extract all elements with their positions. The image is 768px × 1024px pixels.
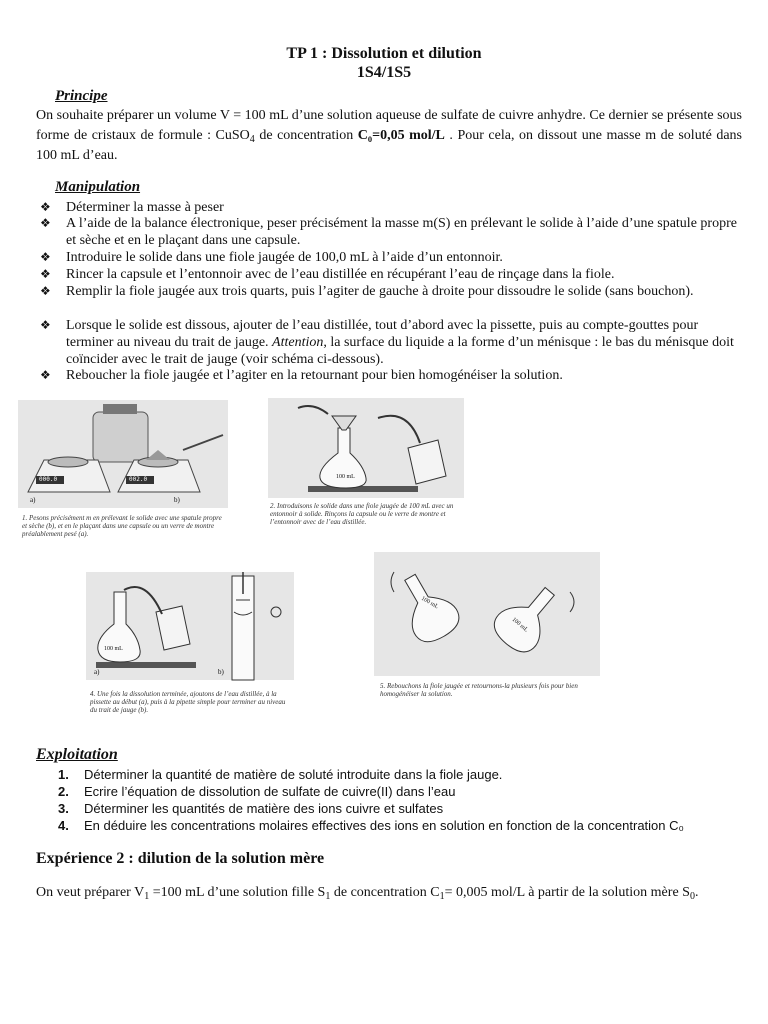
bullet-icon: ❖ [40, 368, 51, 382]
document-title: TP 1 : Dissolution et dilution [286, 45, 482, 62]
figure-filling [86, 572, 294, 724]
figure-caption: 5. Rebouchons la fiole jaugée et retournons-la plusieurs fois pour bien homogénéiser la solution. [380, 682, 578, 698]
exp2-text: . [694, 885, 699, 900]
manipulation-item-text: Déterminer la masse à peser [66, 200, 224, 215]
document-subtitle-classes: 1S4/1S5 [356, 64, 412, 81]
balance-a-display: 000.0 [39, 476, 58, 483]
exp2-text: On veut préparer V [36, 885, 145, 900]
manipulation-item [40, 249, 740, 266]
manipulation-item-text: Rincer la capsule et l’entonnoir avec de l’eau distillée en récupérant l’eau de rinçage dans la fiole. [66, 267, 615, 282]
bullet-icon: ❖ [40, 216, 51, 230]
principe-text-a: On souhaite préparer un volume V = 100 mL d’une solution aqueuse de sulfate de cuivre anhydre. Ce dernier se présente sous forme de cristaux de formule : CuSO [36, 108, 742, 143]
exploitation-item [58, 766, 748, 784]
section-heading-manipulation: Manipulation [55, 179, 141, 195]
figure-caption: 4. Une fois la dissolution terminée, ajoutons de l’eau distillée, à la pissette au début (a), puis à la pipette simple pour terminer au niveau du trait de jauge (b). [90, 690, 286, 714]
section-heading-experience-2: Expérience 2 : dilution de la solution mère [36, 850, 325, 867]
exp2-subscript: 1 [144, 891, 150, 902]
principe-concentration: C₀=0,05 mol/L [357, 128, 445, 143]
manipulation-item-text: A l’aide de la balance électronique, peser précisément la masse m(S) en prélevant le solide à l’aide d’une spatule propre et sèche et en le plaçant dans une capsule. [66, 216, 737, 248]
manipulation-item-text: Remplir la fiole jaugée aux trois quarts, puis l’agiter de gauche à droite pour dissoudre le solide (sans bouchon). [66, 284, 694, 299]
figure-weighing [18, 400, 228, 546]
experience2-paragraph [36, 884, 742, 902]
figure-label-a: a) [94, 668, 100, 676]
manipulation-item [40, 199, 740, 216]
flask-volume-label: 100 mL [336, 474, 355, 480]
figure-funnel [268, 398, 464, 538]
item-number: 2. [58, 784, 69, 799]
manipulation-item-text: Introduire le solide dans une fiole jaugée de 100,0 mL à l’aide d’un entonnoir. [66, 250, 503, 265]
principe-subscript: 4 [249, 134, 255, 145]
item-number: 3. [58, 801, 69, 816]
bullet-icon: ❖ [40, 250, 51, 264]
item-number: 1. [58, 767, 69, 782]
exp2-text: = 0,005 mol/L à partir de la solution mère S [444, 885, 690, 900]
exp2-text: =100 mL d’une solution fille S [149, 885, 326, 900]
manipulation-item [40, 283, 740, 300]
item-text: Ecrire l’équation de dissolution de sulfate de cuivre(II) dans l’eau [84, 784, 456, 799]
principe-paragraph [36, 106, 742, 166]
figure-label-b: b) [218, 668, 224, 676]
manipulation-item-text: Reboucher la fiole jaugée et l’agiter en la retournant pour bien homogénéiser la solution. [66, 368, 563, 383]
manipulation-item [40, 266, 740, 283]
figure-caption: 1. Pesons précisément m en prélevant le solide avec une spatule propre et sèche (b), et en le plaçant dans une capsule ou un verre de montre préalablement pesé (a). [22, 514, 222, 538]
exp2-subscript: 1 [439, 891, 445, 902]
figure-label-b: b) [174, 496, 180, 504]
item-text: En déduire les concentrations molaires effectives des ions en solution en fonction de la concentration C₀ [84, 818, 684, 833]
manipulation-item-attention: Attention [272, 335, 324, 350]
flask-right-volume-label: 100 mL [510, 616, 529, 634]
section-heading-principe: Principe [55, 88, 108, 104]
manipulation-item-text-a: Lorsque le solide est dissous, ajouter de l’eau distillée, tout d’abord avec la pissette, puis au compte-gouttes pour terminer au niveau du trait de jauge. [66, 318, 699, 350]
bullet-icon: ❖ [40, 200, 51, 214]
principe-text-c: . Pour cela, on dissout une masse m de soluté dans 100 mL d’eau. [36, 128, 742, 163]
flask-volume-label: 100 mL [104, 646, 123, 652]
bullet-icon: ❖ [40, 318, 51, 332]
figure-caption: 2. Introduisons le solide dans une fiole jaugée de 100 mL avec un entonnoir à solide. Rinçons la capsule ou le verre de montre et l’entonnoir avec de l’eau distillée. [270, 502, 454, 526]
figure-label-a: a) [30, 496, 36, 504]
manipulation-item [40, 317, 740, 368]
manipulation-item-text-b: , la surface du liquide a la forme d’un ménisque : le bas du ménisque doit coïncider avec le trait de jauge (voir schéma ci-dessous). [66, 335, 734, 367]
exploitation-item [58, 817, 748, 835]
balance-b-display: 002.0 [129, 476, 148, 483]
item-text: Déterminer les quantités de matière des ions cuivre et sulfates [84, 801, 444, 816]
bullet-icon: ❖ [40, 284, 51, 298]
principe-text-b: de concentration [254, 128, 358, 143]
manipulation-item [40, 215, 740, 249]
exploitation-item [58, 783, 748, 801]
item-number: 4. [58, 818, 69, 833]
flask-left-volume-label: 100 mL [420, 595, 440, 611]
section-heading-exploitation: Exploitation [36, 746, 118, 763]
exp2-text: de concentration C [330, 885, 440, 900]
figure-homogenize [374, 552, 600, 718]
exp2-subscript: 1 [325, 891, 331, 902]
exp2-subscript: 0 [689, 891, 695, 902]
manipulation-item [40, 367, 740, 384]
item-text: Déterminer la quantité de matière de soluté introduite dans la fiole jauge. [84, 767, 503, 782]
bullet-icon: ❖ [40, 267, 51, 281]
exploitation-item [58, 800, 748, 818]
